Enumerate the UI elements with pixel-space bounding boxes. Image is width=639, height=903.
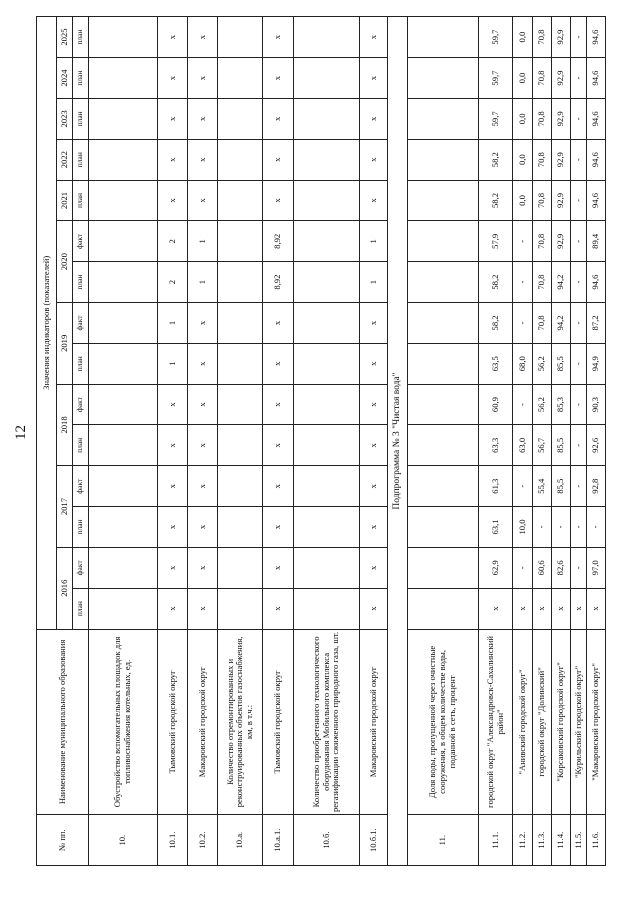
row-value — [293, 466, 360, 507]
table-row — [571, 17, 586, 866]
table-row — [188, 17, 218, 866]
row-value: х — [157, 547, 187, 588]
row-value: х — [157, 139, 187, 180]
row-value — [89, 180, 158, 221]
row-name: Тымовский городской округ — [263, 629, 293, 815]
row-value — [407, 221, 478, 262]
row-name: Количество отремонтированных и реконструированных объектов газоснабжения, км, в т.ч.: — [218, 629, 263, 815]
row-value — [293, 262, 360, 303]
row-value — [293, 17, 360, 58]
row-value: 60,6 — [532, 547, 551, 588]
row-value: 58,2 — [478, 262, 512, 303]
row-value — [293, 303, 360, 344]
row-value — [407, 58, 478, 99]
row-value: 70,8 — [532, 98, 551, 139]
row-value: - — [513, 303, 532, 344]
table-row — [532, 17, 551, 866]
plan-header: план — [73, 58, 89, 99]
row-value: 70,8 — [532, 17, 551, 58]
row-number: 11.5. — [571, 815, 586, 866]
row-value: 61,3 — [478, 466, 512, 507]
row-value — [218, 343, 263, 384]
row-number: 11. — [407, 815, 478, 866]
row-value: х — [157, 98, 187, 139]
row-value: х — [263, 547, 293, 588]
row-value: 70,8 — [532, 139, 551, 180]
row-number: 10.2. — [188, 815, 218, 866]
row-value — [407, 425, 478, 466]
row-value: - — [571, 303, 586, 344]
row-value: х — [360, 139, 388, 180]
row-value: 85,5 — [552, 425, 571, 466]
table-row — [552, 17, 571, 866]
row-value: 92,9 — [552, 98, 571, 139]
table-row — [157, 17, 187, 866]
row-value: х — [586, 588, 605, 629]
row-value: х — [188, 384, 218, 425]
subprogram-header: Подпрограмма № 3 "Чистая вода" — [388, 17, 407, 866]
table-body-top — [89, 17, 388, 866]
row-value — [89, 58, 158, 99]
row-value: 94,6 — [586, 17, 605, 58]
row-value — [218, 17, 263, 58]
row-value — [89, 425, 158, 466]
row-value: х — [571, 588, 586, 629]
plan-header: план — [73, 425, 89, 466]
row-value: 70,8 — [532, 58, 551, 99]
row-value — [89, 139, 158, 180]
row-value — [407, 507, 478, 548]
row-value — [407, 466, 478, 507]
row-value: х — [157, 425, 187, 466]
row-value — [407, 303, 478, 344]
row-value: 92,9 — [552, 17, 571, 58]
row-value: х — [263, 425, 293, 466]
row-value: х — [263, 384, 293, 425]
row-value: х — [188, 507, 218, 548]
row-value — [407, 588, 478, 629]
table-row — [478, 17, 512, 866]
row-value: х — [552, 588, 571, 629]
row-value — [218, 262, 263, 303]
row-value: 92,8 — [586, 466, 605, 507]
row-value: 70,8 — [532, 180, 551, 221]
row-value — [89, 303, 158, 344]
row-value: 94,6 — [586, 139, 605, 180]
row-value: х — [360, 466, 388, 507]
rotated-table-container — [36, 16, 606, 866]
row-value — [407, 180, 478, 221]
row-value: 92,9 — [552, 139, 571, 180]
row-number: 10.а. — [218, 815, 263, 866]
row-value — [218, 221, 263, 262]
row-value: 70,8 — [532, 262, 551, 303]
row-value — [89, 588, 158, 629]
plan-header: план — [73, 180, 89, 221]
row-value: - — [513, 221, 532, 262]
row-value: - — [571, 343, 586, 384]
fact-header: факт — [73, 547, 89, 588]
row-value: 2 — [157, 262, 187, 303]
row-number: 11.4. — [552, 815, 571, 866]
row-value: х — [263, 180, 293, 221]
fact-header: факт — [73, 466, 89, 507]
year-header-2017: 2017 — [57, 466, 73, 548]
year-header-2018: 2018 — [57, 384, 73, 466]
row-value: х — [188, 466, 218, 507]
row-value: х — [188, 139, 218, 180]
row-value: 94,6 — [586, 262, 605, 303]
row-value: 0,0 — [513, 180, 532, 221]
row-value: 85,5 — [552, 343, 571, 384]
row-value — [218, 466, 263, 507]
row-value: 94,2 — [552, 303, 571, 344]
table-row — [89, 17, 158, 866]
row-number: 10. — [89, 815, 158, 866]
row-value: х — [157, 507, 187, 548]
year-header-2021: 2021 — [57, 180, 73, 221]
row-value: 1 — [157, 343, 187, 384]
col-header-number: № пп. — [37, 815, 89, 866]
row-value: 1 — [360, 221, 388, 262]
table-row — [263, 17, 293, 866]
row-value: 85,3 — [552, 384, 571, 425]
row-name: Макаровский городской округ — [360, 629, 388, 815]
row-value — [89, 547, 158, 588]
row-value: 56,7 — [532, 425, 551, 466]
row-value: х — [360, 425, 388, 466]
row-value — [218, 588, 263, 629]
row-value: 89,4 — [586, 221, 605, 262]
table-row — [293, 17, 360, 866]
row-value: 0,0 — [513, 58, 532, 99]
row-value: х — [360, 588, 388, 629]
year-header-2016: 2016 — [57, 547, 73, 629]
table-row — [360, 17, 388, 866]
row-value — [89, 466, 158, 507]
row-value: 58,2 — [478, 180, 512, 221]
row-name: городской округ "Александровск-Сахалинский район" — [478, 629, 512, 815]
row-value — [407, 17, 478, 58]
row-number: 11.1. — [478, 815, 512, 866]
row-value: 63,0 — [513, 425, 532, 466]
row-value — [293, 58, 360, 99]
row-value — [218, 180, 263, 221]
row-number: 10.б.1. — [360, 815, 388, 866]
row-value: - — [571, 17, 586, 58]
row-value — [293, 221, 360, 262]
row-value: х — [188, 98, 218, 139]
row-value: - — [513, 466, 532, 507]
row-value: х — [263, 466, 293, 507]
row-value: 58,2 — [478, 139, 512, 180]
row-value: - — [513, 384, 532, 425]
table-row — [407, 17, 478, 866]
row-value: 70,8 — [532, 221, 551, 262]
row-value: х — [157, 58, 187, 99]
row-number: 11.3. — [532, 815, 551, 866]
row-value: х — [157, 17, 187, 58]
table-row — [218, 17, 263, 866]
row-value: 62,9 — [478, 547, 512, 588]
row-value: 1 — [188, 262, 218, 303]
year-header-2020: 2020 — [57, 221, 73, 303]
row-value: х — [263, 58, 293, 99]
row-value: - — [552, 507, 571, 548]
row-value: х — [157, 588, 187, 629]
year-header-2024: 2024 — [57, 58, 73, 99]
row-value — [89, 384, 158, 425]
row-value — [218, 98, 263, 139]
plan-header: план — [73, 343, 89, 384]
row-value: х — [513, 588, 532, 629]
row-value: х — [157, 180, 187, 221]
row-value: х — [188, 180, 218, 221]
row-name: "Макаровский городской округ" — [586, 629, 605, 815]
row-value: 82,6 — [552, 547, 571, 588]
row-name: Доля воды, пропущенной через очистные сооружения, в общем количестве воды, поданной в сеть, процент — [407, 629, 478, 815]
page-number: 12 — [13, 425, 29, 440]
row-value: х — [360, 58, 388, 99]
fact-header: факт — [73, 221, 89, 262]
row-value — [89, 98, 158, 139]
row-value — [89, 507, 158, 548]
row-value — [89, 221, 158, 262]
row-value: 60,9 — [478, 384, 512, 425]
row-value: 94,6 — [586, 180, 605, 221]
row-number: 10.1. — [157, 815, 187, 866]
year-header-2022: 2022 — [57, 139, 73, 180]
row-value: х — [360, 384, 388, 425]
row-value — [218, 425, 263, 466]
row-value: 94,6 — [586, 58, 605, 99]
row-value: 10,0 — [513, 507, 532, 548]
row-value — [218, 547, 263, 588]
row-value: 0,0 — [513, 17, 532, 58]
row-value — [407, 343, 478, 384]
row-value — [293, 98, 360, 139]
row-value: 1 — [188, 221, 218, 262]
table-body-bottom — [407, 17, 605, 866]
row-value: - — [571, 262, 586, 303]
row-name: "Корсаковский городской округ" — [552, 629, 571, 815]
row-value: х — [188, 303, 218, 344]
row-value: - — [571, 507, 586, 548]
row-value — [89, 343, 158, 384]
row-value: х — [188, 425, 218, 466]
table-row — [586, 17, 605, 866]
row-value: - — [571, 221, 586, 262]
row-value — [89, 17, 158, 58]
row-value — [407, 262, 478, 303]
row-value: 94,9 — [586, 343, 605, 384]
row-value: 57,9 — [478, 221, 512, 262]
row-value — [218, 384, 263, 425]
row-value — [407, 547, 478, 588]
row-value: х — [360, 17, 388, 58]
row-value: х — [360, 303, 388, 344]
row-value: х — [157, 466, 187, 507]
row-value: 92,9 — [552, 58, 571, 99]
row-value — [293, 180, 360, 221]
row-value: - — [513, 262, 532, 303]
row-value: х — [263, 343, 293, 384]
row-name: городской округ "Долинский" — [532, 629, 551, 815]
row-value: х — [188, 343, 218, 384]
row-value: х — [263, 588, 293, 629]
row-value: х — [188, 58, 218, 99]
table-row — [513, 17, 532, 866]
row-value: - — [571, 58, 586, 99]
row-value: х — [263, 139, 293, 180]
plan-header: план — [73, 262, 89, 303]
row-value: 63,5 — [478, 343, 512, 384]
row-value: х — [360, 98, 388, 139]
row-value — [293, 384, 360, 425]
row-value: - — [571, 425, 586, 466]
row-value — [407, 98, 478, 139]
plan-header: план — [73, 139, 89, 180]
row-value: 90,3 — [586, 384, 605, 425]
row-value: 63,1 — [478, 507, 512, 548]
row-value: х — [188, 588, 218, 629]
year-header-2023: 2023 — [57, 98, 73, 139]
row-value — [293, 343, 360, 384]
fact-header: факт — [73, 384, 89, 425]
row-value — [218, 139, 263, 180]
row-value: х — [188, 17, 218, 58]
row-value: 59,7 — [478, 17, 512, 58]
row-value: х — [157, 384, 187, 425]
row-value: х — [478, 588, 512, 629]
row-value: 92,9 — [552, 180, 571, 221]
row-value: 59,7 — [478, 98, 512, 139]
row-value: х — [360, 180, 388, 221]
plan-header: план — [73, 17, 89, 58]
row-value: 8,92 — [263, 221, 293, 262]
row-value — [218, 507, 263, 548]
col-header-indicators: Значения индикаторов (показателей) — [37, 17, 57, 630]
col-header-name: Наименование муниципального образования — [37, 629, 89, 815]
row-value: 94,6 — [586, 98, 605, 139]
indicators-table — [36, 16, 606, 866]
row-value: 1 — [360, 262, 388, 303]
row-number: 10.а.1. — [263, 815, 293, 866]
row-value — [293, 425, 360, 466]
row-value: х — [188, 547, 218, 588]
row-name: Обустройство вспомогательных площадок для топливоснабжения котельных, ед. — [89, 629, 158, 815]
row-value: 56,2 — [532, 384, 551, 425]
row-value: 85,5 — [552, 466, 571, 507]
row-value: х — [532, 588, 551, 629]
plan-header: план — [73, 507, 89, 548]
row-value: х — [263, 303, 293, 344]
row-value: 87,2 — [586, 303, 605, 344]
row-value — [293, 588, 360, 629]
row-value: 0,0 — [513, 139, 532, 180]
row-number: 10.б. — [293, 815, 360, 866]
row-value: 58,2 — [478, 303, 512, 344]
row-value — [218, 303, 263, 344]
row-value: - — [571, 180, 586, 221]
row-value — [407, 384, 478, 425]
row-value: - — [532, 507, 551, 548]
row-value: 97,0 — [586, 547, 605, 588]
row-value: 55,4 — [532, 466, 551, 507]
row-value: х — [360, 507, 388, 548]
row-value: х — [263, 98, 293, 139]
row-value: - — [571, 466, 586, 507]
row-value — [293, 507, 360, 548]
row-value: 59,7 — [478, 58, 512, 99]
row-number: 11.2. — [513, 815, 532, 866]
year-header-2025: 2025 — [57, 17, 73, 58]
row-value: 0,0 — [513, 98, 532, 139]
row-value — [89, 262, 158, 303]
row-name: "Курильский городской округ" — [571, 629, 586, 815]
row-value: - — [513, 547, 532, 588]
row-value: 92,6 — [586, 425, 605, 466]
row-value: 92,9 — [552, 221, 571, 262]
row-value: х — [360, 547, 388, 588]
row-number: 11.6. — [586, 815, 605, 866]
row-value: х — [263, 507, 293, 548]
row-value: 94,2 — [552, 262, 571, 303]
row-value: - — [571, 139, 586, 180]
year-header-2019: 2019 — [57, 303, 73, 385]
plan-header: план — [73, 98, 89, 139]
row-value: 68,0 — [513, 343, 532, 384]
row-value: 8,92 — [263, 262, 293, 303]
row-value: 63,3 — [478, 425, 512, 466]
row-value: - — [571, 98, 586, 139]
row-value — [293, 139, 360, 180]
row-value — [218, 58, 263, 99]
plan-header: план — [73, 588, 89, 629]
row-value: - — [571, 547, 586, 588]
row-value: х — [360, 343, 388, 384]
row-value — [407, 139, 478, 180]
row-name: "Анивский городской округ" — [513, 629, 532, 815]
row-value: 1 — [157, 303, 187, 344]
row-name: Количество приобретенного технологического оборудования Мобильного комплекса регазификации сжиженного природного газа, шт. — [293, 629, 360, 815]
row-value: х — [263, 17, 293, 58]
row-name: Тымовский городской округ — [157, 629, 187, 815]
row-value: 2 — [157, 221, 187, 262]
row-name: Макаровский городской округ — [188, 629, 218, 815]
row-value: 56,2 — [532, 343, 551, 384]
row-value: - — [586, 507, 605, 548]
row-value: 70,8 — [532, 303, 551, 344]
row-value: - — [571, 384, 586, 425]
row-value — [293, 547, 360, 588]
fact-header: факт — [73, 303, 89, 344]
